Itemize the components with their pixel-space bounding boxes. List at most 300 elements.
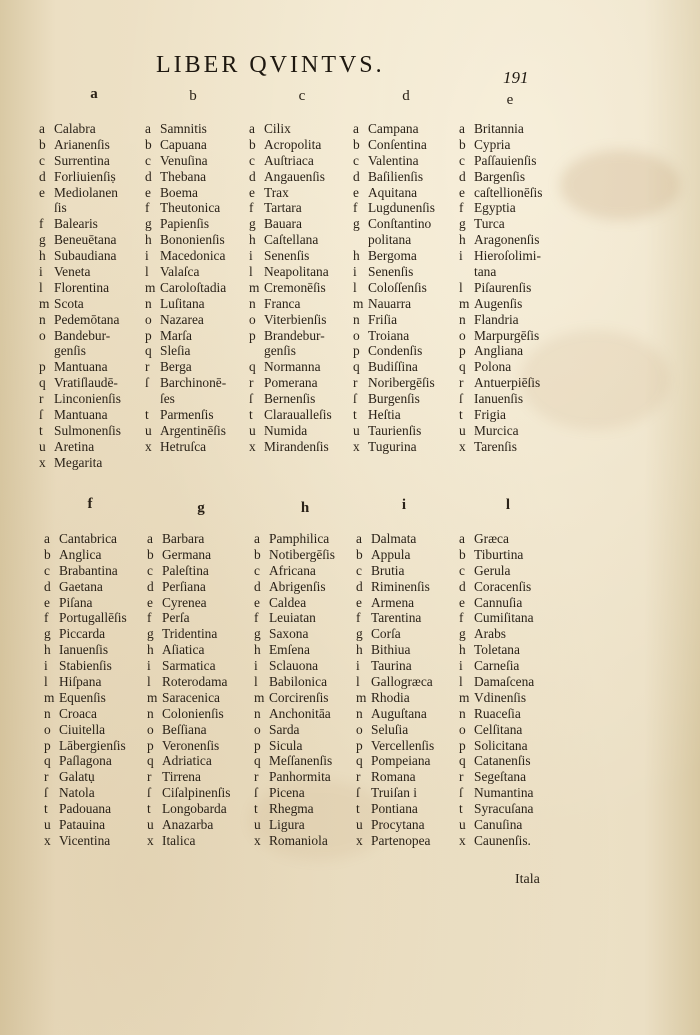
entry-letter: d [254,578,261,594]
list-item [44,642,127,658]
entry-letter: l [44,674,48,690]
entry-name: Acropolita [264,136,322,152]
list-item [353,423,435,439]
list-item [147,753,230,769]
list-item [39,264,121,280]
list-item [353,312,435,328]
entry-letter: h [44,642,51,658]
list-item [356,738,434,754]
list-item [249,137,332,153]
entry-name: Taurienſis [368,422,422,438]
entry-name: Egyptia [474,200,516,216]
list-item [459,137,542,153]
entry-name: Pontiana [371,801,418,817]
list-item [44,817,127,833]
entry-name: Tirrena [162,769,201,785]
list-item [39,280,121,296]
list-item [459,547,534,563]
column-letter: b [189,88,197,104]
column-letter: i [401,497,407,513]
list-item [44,547,127,563]
list-item [145,391,226,407]
list-item [459,153,542,169]
list-item [44,833,127,849]
entry-name: Natola [59,785,95,801]
list-item [145,248,226,264]
entry-name: Rhodia [371,689,410,705]
list-item [147,674,230,690]
entry-name: Romana [371,769,416,785]
entry-letter: r [254,769,259,785]
list-item [353,407,435,423]
entry-name: Bithiua [371,642,411,658]
entry-letter: e [147,594,153,610]
entry-name: Berga [160,359,192,375]
list-item [353,248,435,264]
entry-name: Lugdunenſis [368,200,435,216]
entry-letter: c [145,152,151,168]
entry-letter: l [147,674,151,690]
list-item [254,547,335,563]
entry-letter: a [39,121,45,136]
entry-letter: q [254,753,261,769]
list-item [353,169,435,185]
entry-letter: f [254,610,259,626]
list-item [249,169,332,185]
paper-stain [560,150,680,220]
list-item [147,738,230,754]
list-item [254,833,335,849]
entry-letter: d [145,168,152,184]
entry-name: Longobarda [162,801,227,817]
entry-letter: p [356,737,363,753]
entry-name: Turca [474,216,505,232]
list-item [249,439,332,455]
list-item [459,343,542,359]
entry-name: Tugurina [368,438,417,454]
entry-letter: d [44,578,51,594]
entry-letter: r [459,375,464,391]
entry-letter: t [353,407,357,423]
entry-name: Ciſalpinenſis [162,785,231,801]
list-item [145,200,226,216]
entry-letter: ſ [459,785,463,801]
entry-name: Venuſina [160,152,208,168]
entry-name: Coracenſis [474,578,532,594]
entry-name: caſtellionēſis [474,184,543,200]
entry-letter: d [459,578,466,594]
entry-letter: n [459,311,466,327]
list-item [39,439,121,455]
entry-letter: p [459,737,466,753]
entry-letter: o [145,311,152,327]
list-item [147,547,230,563]
column-letter: c [298,88,306,104]
list-item [356,753,434,769]
list-item [39,391,121,407]
entry-name: Sicula [269,737,303,753]
list-item [44,769,127,785]
entry-name: Auguſtana [371,705,427,721]
entry-letter: q [145,343,152,359]
list-item [254,785,335,801]
entry-letter: f [459,200,464,216]
entry-letter: i [356,658,360,674]
entry-letter: g [145,216,152,232]
entry-name: Marpurgēſis [474,327,540,343]
entry-letter: c [254,562,260,578]
name-column [44,531,127,849]
entry-letter: b [356,546,363,562]
entry-letter: q [356,753,363,769]
entry-letter: n [39,311,46,327]
entry-name: Bergoma [368,248,417,264]
entry-letter: f [147,610,152,626]
entry-letter: c [353,152,359,168]
entry-letter: ſ [356,785,360,801]
list-item [39,169,121,185]
entry-letter: m [254,689,265,705]
entry-letter: x [356,832,363,848]
entry-letter: ſ [147,785,151,801]
list-item [356,579,434,595]
entry-letter: n [254,705,261,721]
entry-name: Emſena [269,642,310,658]
entry-letter: t [459,407,463,423]
entry-name: Megarita [54,454,103,470]
list-item [147,690,230,706]
entry-letter: n [459,705,466,721]
entry-letter: n [356,705,363,721]
list-item [145,121,226,137]
list-item [147,801,230,817]
entry-letter: r [353,375,358,391]
entry-letter: c [356,562,362,578]
list-item [145,264,226,280]
entry-letter: n [353,311,360,327]
entry-letter: c [39,152,45,168]
entry-name: genſis [264,343,296,359]
list-item [44,801,127,817]
entry-name: Caunenſis. [474,832,531,848]
entry-name: Viterbienſis [264,311,327,327]
entry-letter: o [459,327,466,343]
entry-name: Coloſſenſis [368,279,427,295]
entry-letter: o [254,721,261,737]
entry-name: Brandebur- [264,327,325,343]
list-item [356,769,434,785]
list-item [353,185,435,201]
list-item [145,296,226,312]
entry-name: Picena [269,785,305,801]
entry-name: Mirandenſis [264,438,329,454]
list-item [44,579,127,595]
list-item [147,785,230,801]
list-item [44,706,127,722]
entry-name: Angliana [474,343,524,359]
entry-name: Brutia [371,562,405,578]
entry-name: Subaudiana [54,248,117,264]
entry-letter: e [145,184,151,200]
list-item [147,658,230,674]
entry-name: Roterodama [162,674,228,690]
entry-letter: h [459,232,466,248]
entry-name: Africana [269,562,316,578]
list-item [356,658,434,674]
entry-name: Sclauona [269,658,319,674]
entry-letter: r [249,375,254,391]
entry-name: Franca [264,295,301,311]
entry-name: Forliuienſiṣ [54,168,116,184]
entry-letter: o [44,721,51,737]
list-item [254,531,335,547]
entry-name: Flandria [474,311,519,327]
entry-letter: i [249,248,253,264]
entry-name: Padouana [59,801,112,817]
entry-letter: ſ [145,375,149,391]
entry-letter: f [353,200,358,216]
list-item [145,169,226,185]
entry-name: Florentina [54,279,110,295]
entry-name: Vicentina [59,832,111,848]
entry-letter: g [254,626,261,642]
list-item [356,563,434,579]
list-item [145,216,226,232]
entry-letter: r [39,391,44,407]
entry-name: Cyrenea [162,594,207,610]
list-item [39,121,121,137]
list-item [459,264,542,280]
entry-name: Friſia [368,311,398,327]
entry-name: Neapolitana [264,264,329,280]
list-item [356,626,434,642]
list-item [254,722,335,738]
list-item [254,595,335,611]
entry-letter: b [459,546,466,562]
entry-letter: b [459,136,466,152]
entry-name: Vratiſlaudē- [54,375,118,391]
list-item [254,801,335,817]
entry-name: Arabs [474,626,506,642]
entry-letter: d [39,168,46,184]
entry-letter: x [145,438,152,454]
entry-name: Armena [371,594,415,610]
entry-name: Corcirenſis [269,689,329,705]
list-item [459,722,534,738]
list-item [147,706,230,722]
list-item [44,563,127,579]
entry-letter: l [356,674,360,690]
entry-letter: e [39,184,45,200]
entry-letter: i [39,264,43,280]
entry-name: Mantuana [54,407,108,423]
list-item [459,706,534,722]
entry-letter: h [39,248,46,264]
list-item [147,833,230,849]
entry-name: Campana [368,121,419,136]
entry-letter: b [145,136,152,152]
entry-name: Piccarda [59,626,106,642]
entry-letter: g [44,626,51,642]
entry-letter: m [39,295,50,311]
entry-letter: a [44,531,50,546]
entry-letter: t [39,422,43,438]
entry-name: Anazarba [162,817,214,833]
entry-name: Hetruſca [160,438,207,454]
list-item [249,248,332,264]
entry-name: Saracenica [162,689,220,705]
list-item [39,407,121,423]
entry-name: Anglica [59,546,102,562]
entry-name: Valentina [368,152,419,168]
entry-letter: p [249,327,256,343]
list-item [145,423,226,439]
entry-name: Marſa [160,327,192,343]
entry-letter: f [356,610,361,626]
list-item [459,769,534,785]
entry-name: Colonienſis [162,705,224,721]
entry-name: Piſana [59,594,93,610]
entry-name: Galatụ [59,769,95,785]
entry-letter: o [356,721,363,737]
entry-letter: u [459,817,466,833]
list-item [356,642,434,658]
list-item [356,722,434,738]
column-letter: f [87,496,93,512]
list-item [459,312,542,328]
entry-name: Græca [474,531,509,546]
entry-letter: h [254,642,261,658]
list-item [459,642,534,658]
entry-name: Balearis [54,216,98,232]
entry-letter: e [249,184,255,200]
entry-letter: p [147,737,154,753]
entry-name: Piſaurenſis [474,279,532,295]
entry-letter: i [44,658,48,674]
list-item [39,248,121,264]
list-item [249,312,332,328]
entry-name: Frigia [474,407,506,423]
list-item [145,153,226,169]
entry-name: Surrentina [54,152,110,168]
page-number: 191 [503,68,529,87]
entry-letter: i [254,658,258,674]
name-column [356,531,434,849]
list-item [145,407,226,423]
entry-name: Numida [264,422,308,438]
entry-name: Aſiatica [162,642,205,658]
entry-name: Procytana [371,817,425,833]
entry-name: Toletana [474,642,520,658]
entry-name: Troiana [368,327,410,343]
list-item [459,328,542,344]
list-item [254,579,335,595]
entry-letter [353,232,368,248]
list-item [249,153,332,169]
entry-name: Sarda [269,721,300,737]
list-item [353,137,435,153]
entry-name: Aragonenſis [474,232,540,248]
list-item [459,280,542,296]
entry-name: Beſſiana [162,721,207,737]
entry-name: Aretina [54,438,95,454]
entry-name: Ruaceſia [474,705,521,721]
list-item [459,121,542,137]
entry-name: Valaſca [160,264,200,280]
entry-name: Britannia [474,121,524,136]
list-item [39,216,121,232]
entry-name: Budiſſina [368,359,418,375]
entry-letter: p [459,343,466,359]
list-item [353,121,435,137]
entry-name: ſes [160,391,175,407]
list-item [459,439,542,455]
entry-name: Equenſis [59,689,106,705]
list-item [254,690,335,706]
entry-letter: ſ [353,391,357,407]
entry-letter: e [356,594,362,610]
list-item [353,153,435,169]
entry-name: Nauarra [368,295,412,311]
list-item [356,785,434,801]
list-item [39,296,121,312]
entry-letter: q [459,753,466,769]
list-item [39,423,121,439]
entry-letter: q [44,753,51,769]
list-item [44,626,127,642]
entry-letter: m [249,279,260,295]
entry-letter: b [254,546,261,562]
entry-name: Theutonica [160,200,221,216]
list-item [353,328,435,344]
entry-name: Paſlagona [59,753,112,769]
entry-letter: ſ [249,391,253,407]
entry-letter: n [249,295,256,311]
entry-name: Sulmonenſis [54,422,121,438]
entry-letter: b [353,136,360,152]
entry-name: Cantabrica [59,531,117,546]
entry-name: Caſtellana [264,232,319,248]
entry-letter: x [254,832,261,848]
entry-letter: m [459,689,470,705]
list-item [459,801,534,817]
entry-name: Adriatica [162,753,212,769]
entry-letter: e [459,184,465,200]
entry-name: Barbara [162,531,205,546]
entry-letter: f [39,216,44,232]
list-item [145,280,226,296]
entry-letter: c [249,152,255,168]
entry-name: Linconienſis [54,391,121,407]
entry-name: Vdinenſis [474,689,527,705]
name-column [145,121,226,455]
entry-letter: a [147,531,153,546]
entry-letter: q [39,375,46,391]
entry-name: Luſitana [160,295,205,311]
entry-letter: c [44,562,50,578]
list-item [39,137,121,153]
list-item [145,439,226,455]
entry-letter: u [254,817,261,833]
list-item [356,610,434,626]
entry-letter: l [249,264,253,280]
entry-name: Sleſia [160,343,191,359]
list-item [353,439,435,455]
entry-name: Burgenſis [368,391,420,407]
list-item [147,769,230,785]
entry-letter [145,391,160,407]
list-item [353,391,435,407]
